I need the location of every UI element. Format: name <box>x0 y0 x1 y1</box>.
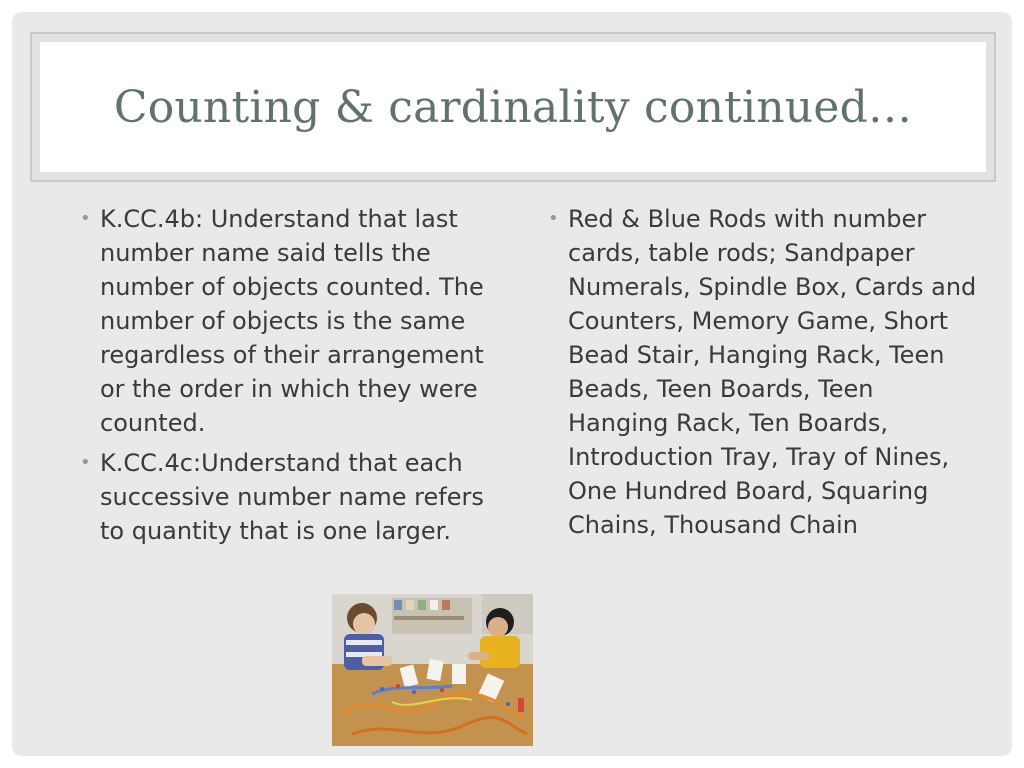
bullet-icon: • <box>80 208 91 229</box>
right-column <box>548 202 980 548</box>
classroom-photo-illustration <box>332 594 533 746</box>
slide <box>12 12 1012 756</box>
classroom-photo <box>332 594 533 746</box>
slide-title: Counting & cardinality continued… <box>113 81 913 133</box>
bullet-icon: • <box>80 452 91 473</box>
left-bullet-list <box>80 202 500 548</box>
list-item <box>80 202 500 440</box>
list-item <box>80 446 500 548</box>
list-item <box>548 202 980 542</box>
title-frame <box>30 32 996 182</box>
left-column <box>80 202 500 554</box>
bullet-icon: • <box>548 208 559 229</box>
bullet-text: K.CC.4b: Understand that last number name said tells the number of objects counted. The number of objects is the same regardless of their arrangement or the order in which they were counted. <box>100 205 484 437</box>
bullet-text: K.CC.4c:Understand that each successive number name refers to quantity that is one larger. <box>100 449 484 545</box>
bullet-text: Red & Blue Rods with number cards, table rods; Sandpaper Numerals, Spindle Box, Cards and Counters, Memory Game, Short Bead Stair, Hanging Rack, Teen Beads, Teen Boards, Teen Hanging Rack, Ten Boards, Introduction Tray, Tray of Nines, One Hundred Board, Squaring Chains, Thousand Chain <box>568 205 977 539</box>
right-bullet-list <box>548 202 980 542</box>
title-box <box>40 42 986 172</box>
